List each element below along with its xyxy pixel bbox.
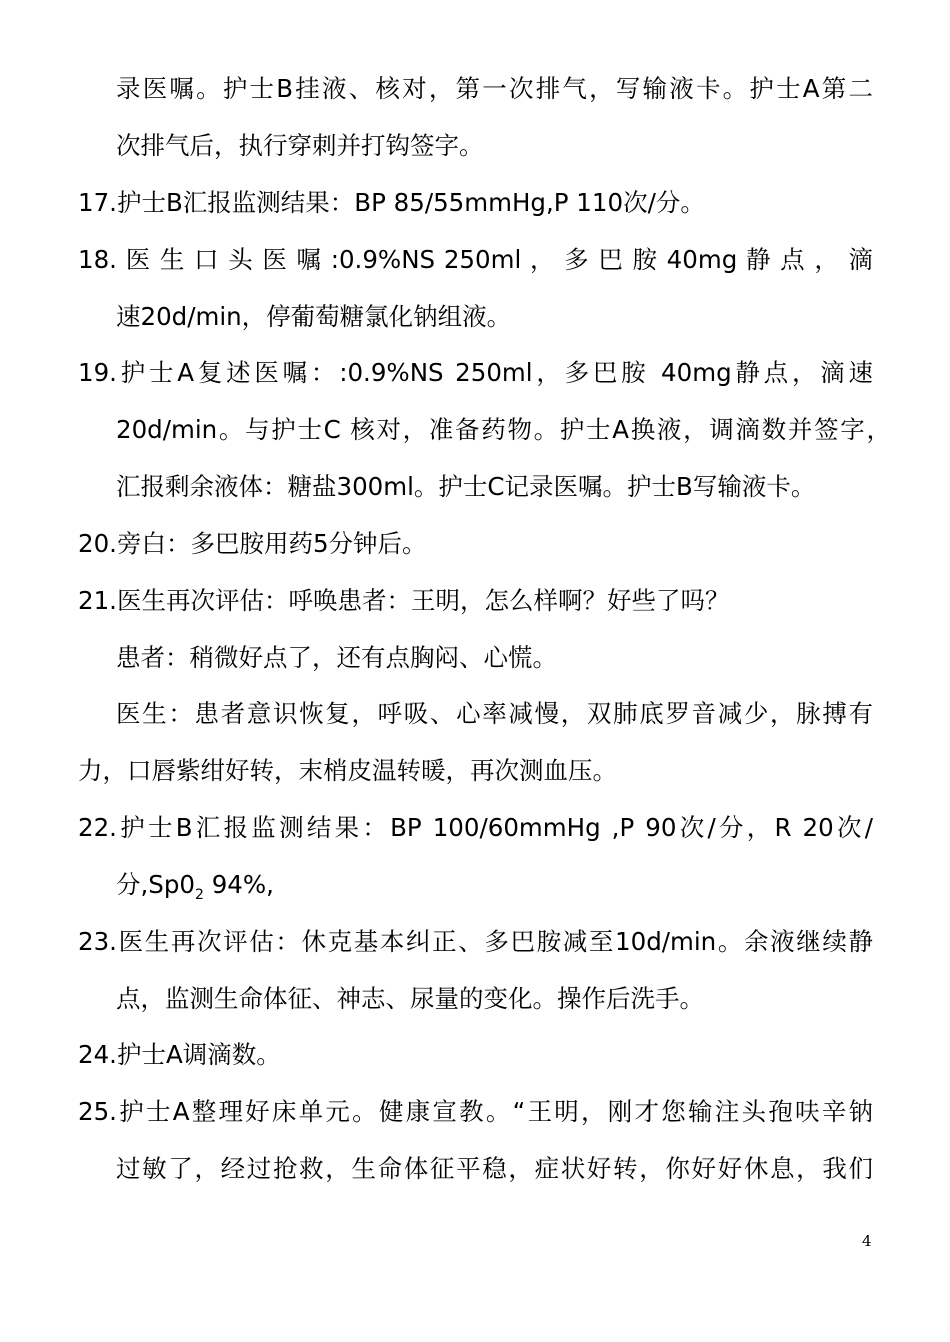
item-18-line-1: 18. 医 生 口 头 医 嘱 :0.9%NS 250ml ， 多 巴 胺 40mg 静 点 ， 滴 xyxy=(78,245,873,274)
item-18-line-2: 速20d/min，停葡萄糖氯化钠组液。 xyxy=(116,302,512,331)
spo2-subscript: 2 xyxy=(194,886,204,903)
patient-reply: 患者：稍微好点了，还有点胸闷、心慌。 xyxy=(116,643,557,672)
item-23-line-1: 23.医生再次评估：休克基本纠正、多巴胺减至10d/min。余液继续静 xyxy=(78,927,873,956)
item-20: 20.旁白：多巴胺用药5分钟后。 xyxy=(78,529,427,558)
item-19-line-2: 20d/min。与护士C 核对，准备药物。护士A换液，调滴数并签字， xyxy=(116,415,891,444)
spo2-label: 分,Sp0 xyxy=(116,870,195,899)
doctor-assessment-line-2: 力，口唇紫绀好转，末梢皮温转暖，再次测血压。 xyxy=(78,756,617,785)
item-25-line-1: 25.护士A整理好床单元。健康宣教。“王明，刚才您输注头孢呋辛钠 xyxy=(78,1097,873,1126)
item-22-line-1: 22.护士B汇报监测结果：BP 100/60mmHg ,P 90次/分，R 20次/ xyxy=(78,813,873,842)
item-19-line-1: 19.护士A复述医嘱：:0.9%NS 250ml，多巴胺 40mg静点，滴速 xyxy=(78,358,873,387)
item-22-line-2 xyxy=(116,869,274,911)
item-17: 17.护士B汇报监测结果：BP 85/55mmHg,P 110次/分。 xyxy=(78,188,705,217)
page-number: 4 xyxy=(862,1232,872,1250)
spo2-value: 94%, xyxy=(203,870,274,899)
text-line-1: 录医嘱。护士B挂液、核对，第一次排气，写输液卡。护士A第二 xyxy=(116,74,873,103)
doctor-assessment-line-1: 医生：患者意识恢复，呼吸、心率减慢，双肺底罗音减少，脉搏有 xyxy=(116,699,873,728)
item-25-line-2: 过敏了，经过抢救，生命体征平稳，症状好转，你好好休息，我们 xyxy=(116,1154,873,1183)
item-24: 24.护士A调滴数。 xyxy=(78,1040,281,1069)
item-21-line-1: 21.医生再次评估：呼唤患者：王明，怎么样啊？好些了吗？ xyxy=(78,586,730,615)
text-line-2: 次排气后，执行穿刺并打钩签字。 xyxy=(116,131,484,160)
item-19-line-3: 汇报剩余液体：糖盐300ml。护士C记录医嘱。护士B写输液卡。 xyxy=(116,472,816,501)
item-23-line-2: 点，监测生命体征、神志、尿量的变化。操作后洗手。 xyxy=(116,984,704,1013)
